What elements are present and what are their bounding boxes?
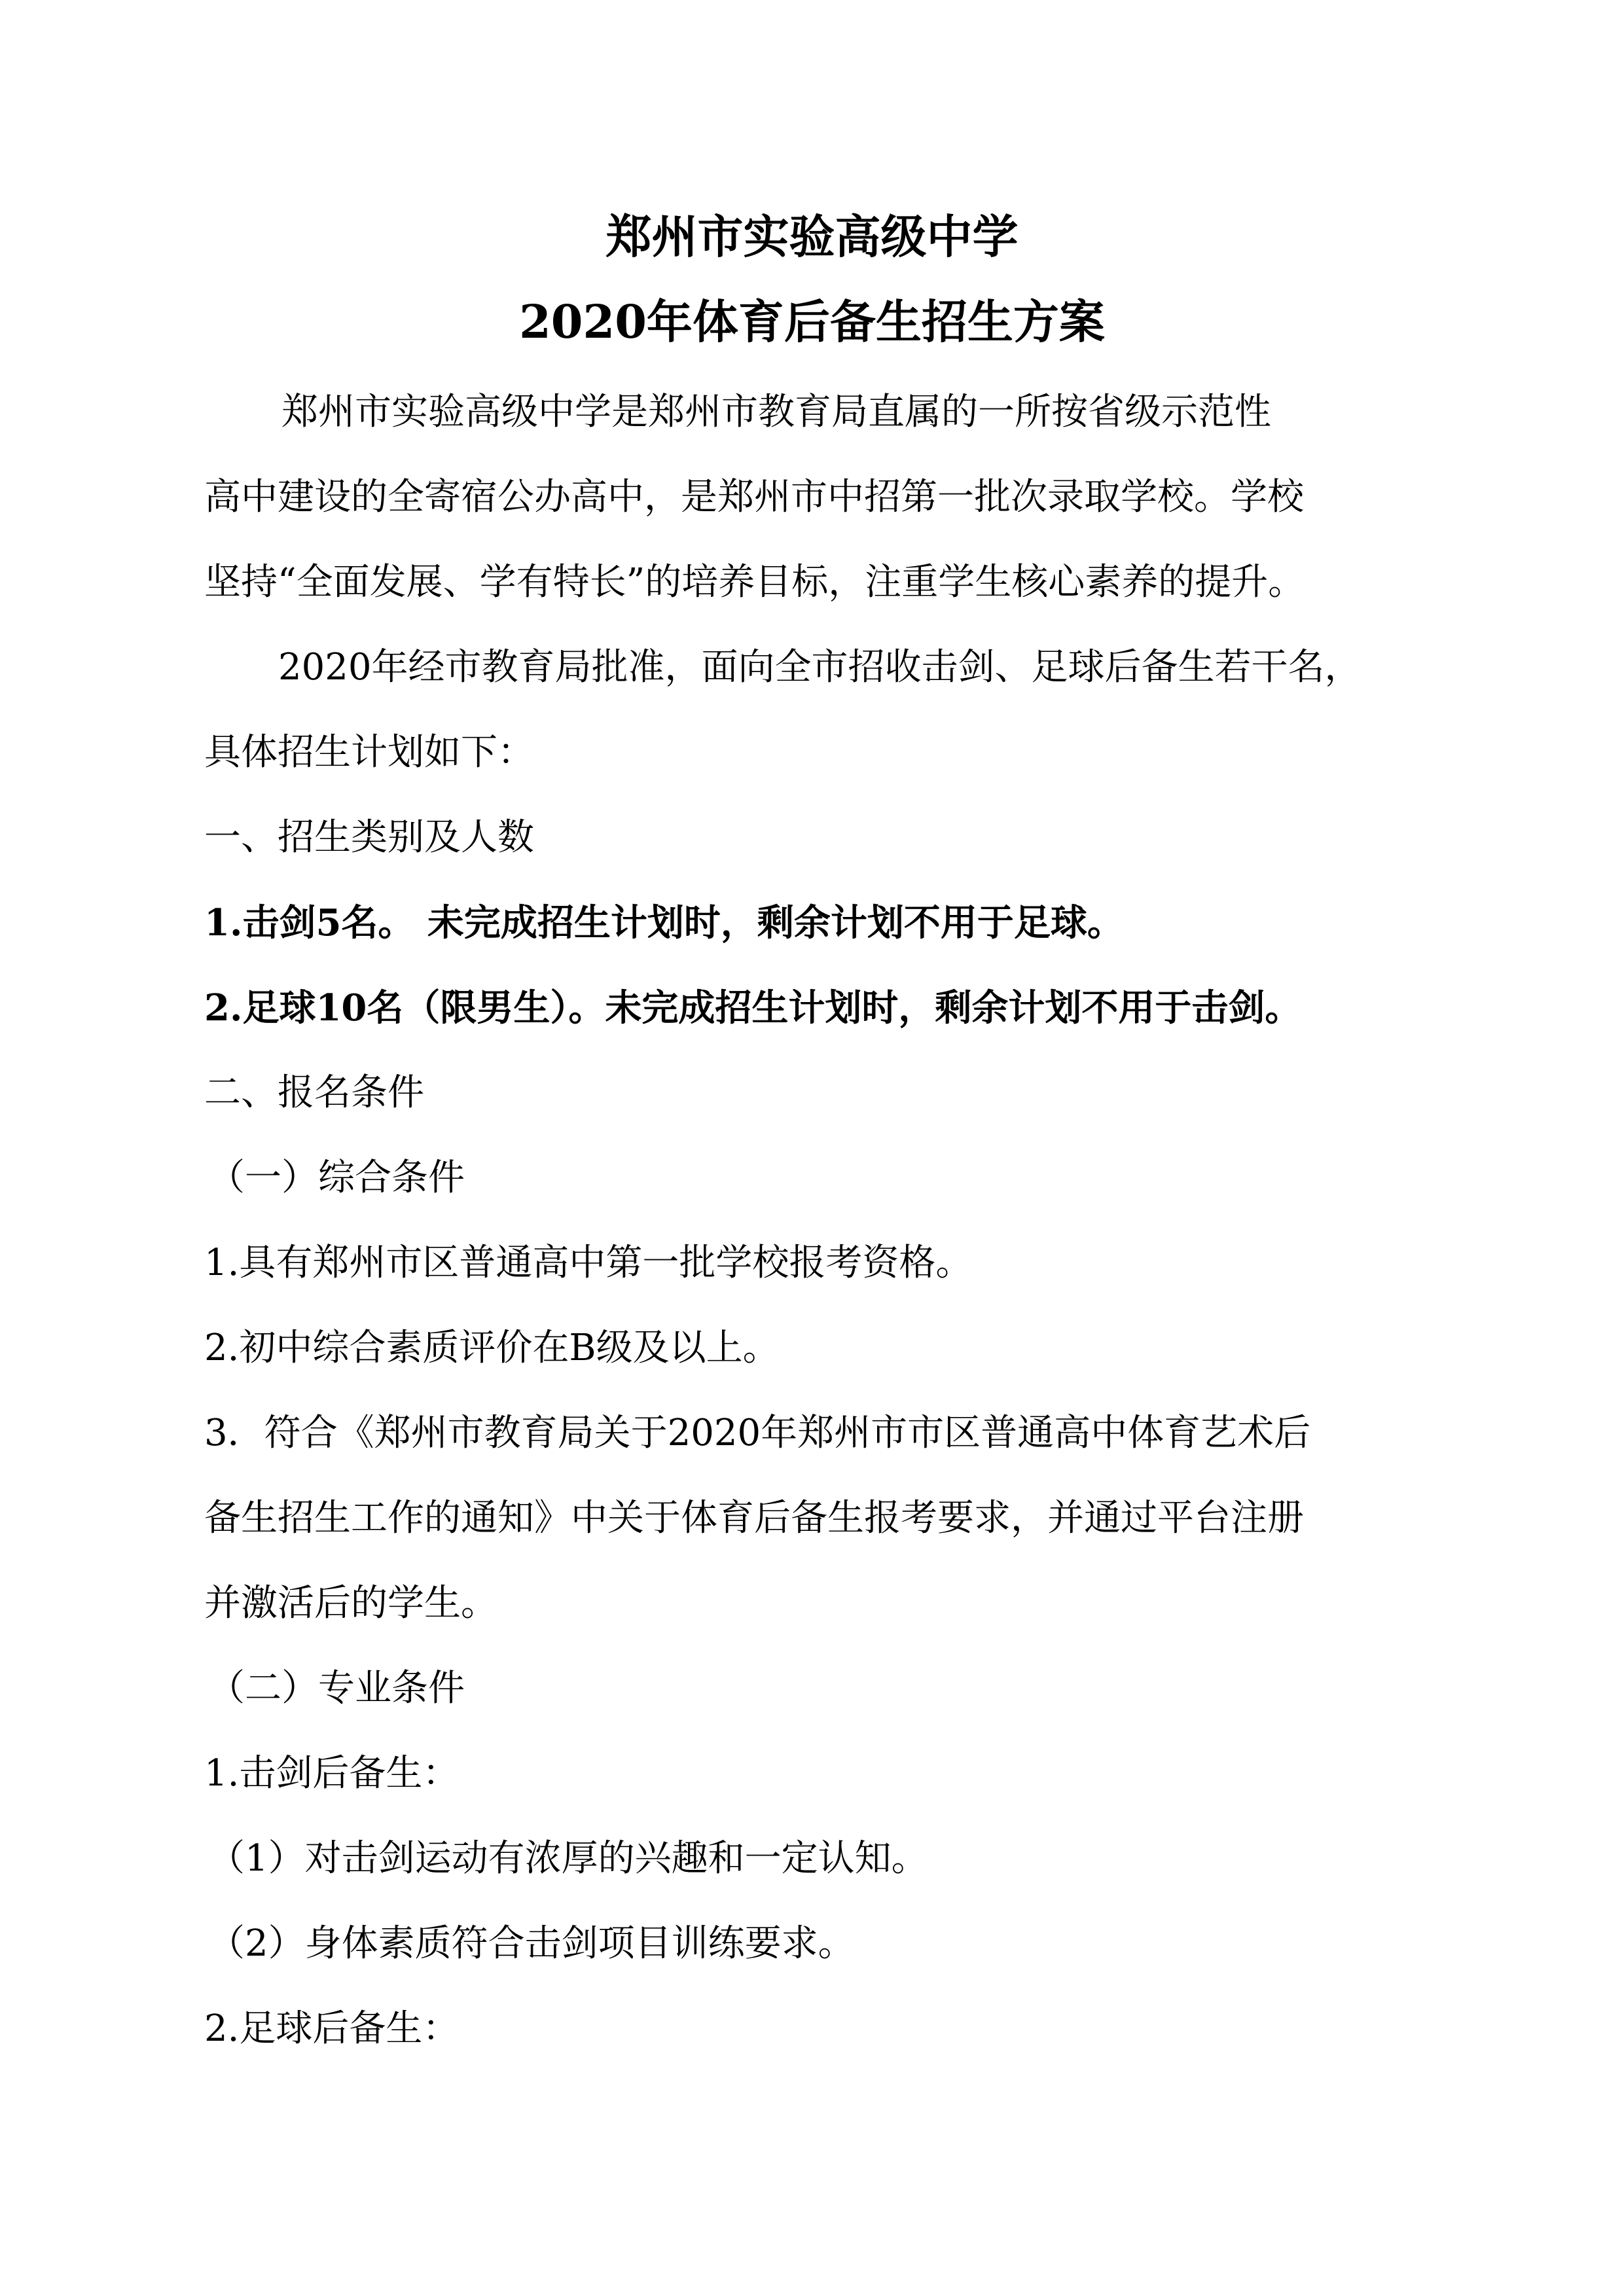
intro-line-2: 高中建设的全寄宿公办高中，是郑州市中招第一批次录取学校。学校 [204,476,1304,518]
sub1-item-3-line-1: 3．符合《郑州市教育局关于2020年郑州市市区普通高中体育艺术后 [204,1412,1311,1454]
section2-heading: 二、报名条件 [204,1071,424,1114]
sub2-heading: （二）专业条件 [208,1667,465,1710]
sub1-heading: （一）综合条件 [208,1157,465,1199]
football-heading: 2.足球后备生： [204,2007,460,2050]
section1-item-fencing: 1.击剑5名。 未完成招生计划时，剩余计划不用于足球。 [204,901,1124,944]
document-title-plan: 2020年体育后备生招生方案 [519,295,1105,349]
sub1-item-3-line-2: 备生招生工作的通知》中关于体育后备生报考要求，并通过平台注册 [204,1497,1304,1539]
section1-heading: 一、招生类别及人数 [204,816,534,859]
intro-line-3: 坚持“全面发展、学有特长”的培养目标，注重学生核心素养的提升。 [204,561,1305,603]
sub1-item-1: 1.具有郑州市区普通高中第一批学校报考资格。 [204,1242,973,1284]
fencing-item-2: （2）身体素质符合击剑项目训练要求。 [208,1922,855,1965]
approval-line-1: 2020年经市教育局批准，面向全市招收击剑、足球后备生若干名， [278,646,1362,689]
fencing-item-1: （1）对击剑运动有浓厚的兴趣和一定认知。 [208,1837,928,1880]
sub1-item-3-line-3: 并激活后的学生。 [204,1582,497,1624]
sub1-item-2: 2.初中综合素质评价在B级及以上。 [204,1327,780,1369]
fencing-heading: 1.击剑后备生： [204,1752,460,1795]
approval-line-2: 具体招生计划如下： [204,731,534,774]
intro-line-1: 郑州市实验高级中学是郑州市教育局直属的一所按省级示范性 [281,391,1271,433]
section1-item-football: 2.足球10名（限男生）。未完成招生计划时，剩余计划不用于击剑。 [204,986,1302,1030]
document-title-school: 郑州市实验高级中学 [605,209,1019,264]
